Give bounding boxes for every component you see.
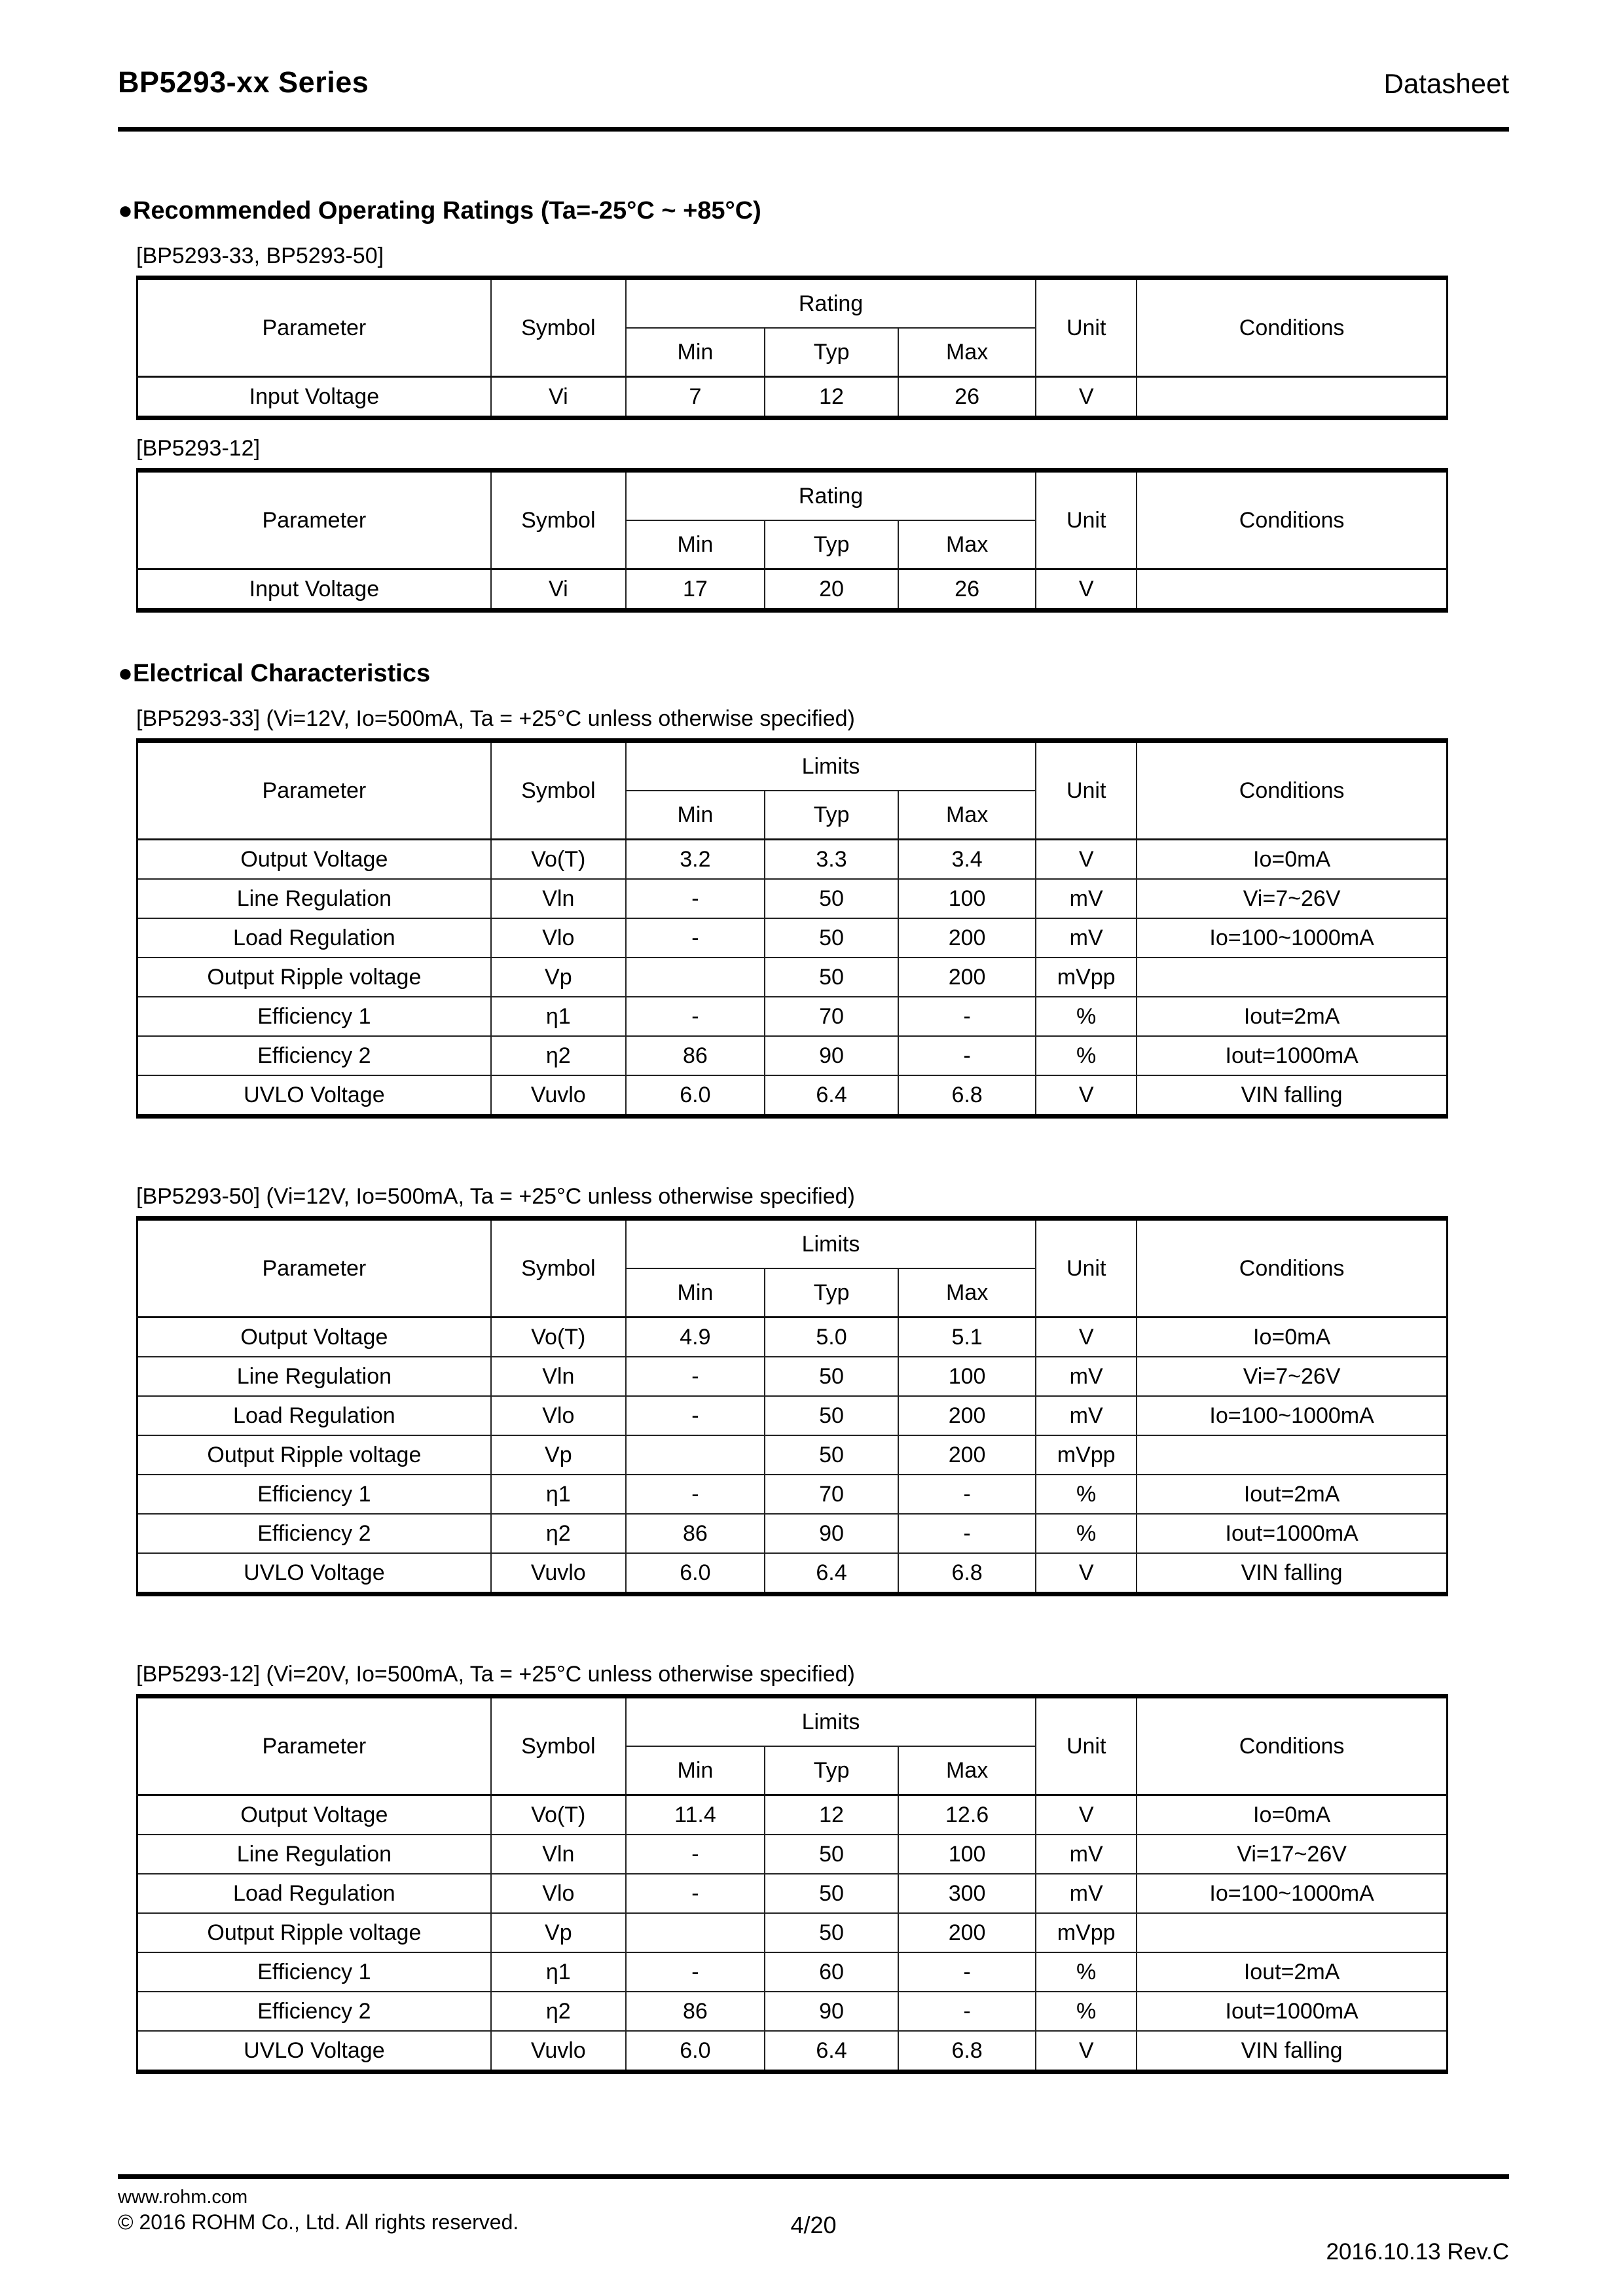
- col-header-typ: Typ: [765, 1746, 898, 1795]
- table-label-ec-bp5293-33: [BP5293-33] (Vi=12V, Io=500mA, Ta = +25°C unless otherwise specified): [136, 706, 855, 731]
- col-header-unit: Unit: [1036, 278, 1137, 377]
- cell-unit: V: [1036, 569, 1137, 611]
- cell-parameter: Efficiency 1: [137, 997, 491, 1036]
- cell-max: 6.8: [898, 1553, 1036, 1594]
- section-heading-electrical-characteristics: ●Electrical Characteristics: [118, 660, 431, 687]
- cell-symbol: Vuvlo: [491, 1553, 626, 1594]
- table-header-row: [137, 1696, 1448, 1747]
- cell-min: [626, 1913, 765, 1952]
- cell-parameter: UVLO Voltage: [137, 2031, 491, 2072]
- electrical-table-bp5293-12: [136, 1694, 1448, 2074]
- cell-symbol: η1: [491, 1952, 626, 1992]
- cell-conditions: [1137, 1435, 1447, 1475]
- cell-typ: 12: [765, 377, 898, 418]
- cell-parameter: Line Regulation: [137, 879, 491, 918]
- col-header-conditions: Conditions: [1137, 1696, 1447, 1795]
- cell-unit: %: [1036, 1952, 1137, 1992]
- col-header-unit: Unit: [1036, 741, 1137, 840]
- cell-parameter: UVLO Voltage: [137, 1553, 491, 1594]
- col-header-max: Max: [898, 1746, 1036, 1795]
- col-header-typ: Typ: [765, 328, 898, 377]
- cell-conditions: Iout=2mA: [1137, 997, 1447, 1036]
- footer-revision: 2016.10.13 Rev.C: [1326, 2239, 1509, 2265]
- col-header-conditions: Conditions: [1137, 741, 1447, 840]
- cell-conditions: Io=100~1000mA: [1137, 1874, 1447, 1913]
- ratings-table-bp5293-33-50: [136, 276, 1448, 420]
- cell-min: -: [626, 1475, 765, 1514]
- cell-symbol: Vo(T): [491, 1318, 626, 1357]
- table-row: [137, 879, 1448, 918]
- cell-conditions: VIN falling: [1137, 2031, 1447, 2072]
- col-header-conditions: Conditions: [1137, 471, 1447, 569]
- col-header-max: Max: [898, 328, 1036, 377]
- cell-parameter: Output Ripple voltage: [137, 1435, 491, 1475]
- cell-parameter: Line Regulation: [137, 1357, 491, 1396]
- cell-min: [626, 1435, 765, 1475]
- cell-unit: mV: [1036, 1835, 1137, 1874]
- cell-conditions: VIN falling: [1137, 1075, 1447, 1117]
- cell-min: -: [626, 879, 765, 918]
- cell-typ: 6.4: [765, 2031, 898, 2072]
- footer-copyright: © 2016 ROHM Co., Ltd. All rights reserved.: [118, 2210, 519, 2234]
- col-header-symbol: Symbol: [491, 471, 626, 569]
- table-row: [137, 2031, 1448, 2072]
- col-header-max: Max: [898, 520, 1036, 569]
- cell-conditions: [1137, 569, 1447, 611]
- cell-max: 200: [898, 1913, 1036, 1952]
- cell-symbol: Vlo: [491, 918, 626, 958]
- col-header-rating-group: Rating: [626, 278, 1036, 329]
- table-label-ec-bp5293-50: [BP5293-50] (Vi=12V, Io=500mA, Ta = +25°C unless otherwise specified): [136, 1184, 855, 1209]
- cell-symbol: Vln: [491, 879, 626, 918]
- cell-min: 17: [626, 569, 765, 611]
- footer-page-number: 4/20: [790, 2212, 837, 2239]
- cell-conditions: [1137, 958, 1447, 997]
- cell-max: -: [898, 1036, 1036, 1075]
- col-header-max: Max: [898, 1268, 1036, 1318]
- cell-symbol: η1: [491, 997, 626, 1036]
- cell-parameter: Line Regulation: [137, 1835, 491, 1874]
- cell-min: -: [626, 1396, 765, 1435]
- cell-unit: %: [1036, 1475, 1137, 1514]
- col-header-conditions: Conditions: [1137, 278, 1447, 377]
- document-type-label: Datasheet: [1383, 68, 1509, 99]
- cell-conditions: Vi=7~26V: [1137, 1357, 1447, 1396]
- cell-typ: 90: [765, 1036, 898, 1075]
- cell-typ: 60: [765, 1952, 898, 1992]
- cell-symbol: Vp: [491, 958, 626, 997]
- cell-min: -: [626, 1835, 765, 1874]
- cell-min: -: [626, 918, 765, 958]
- page-footer: [118, 2174, 1509, 2265]
- cell-parameter: Output Voltage: [137, 1318, 491, 1357]
- table-label-bp5293-33-50: [BP5293-33, BP5293-50]: [136, 243, 384, 268]
- cell-typ: 90: [765, 1992, 898, 2031]
- cell-typ: 50: [765, 1396, 898, 1435]
- electrical-table-bp5293-33: [136, 738, 1448, 1119]
- cell-min: 86: [626, 1992, 765, 2031]
- cell-conditions: Iout=1000mA: [1137, 1514, 1447, 1553]
- table-row: [137, 1913, 1448, 1952]
- cell-typ: 50: [765, 1357, 898, 1396]
- cell-max: 5.1: [898, 1318, 1036, 1357]
- cell-symbol: Vlo: [491, 1396, 626, 1435]
- cell-min: 3.2: [626, 840, 765, 880]
- cell-typ: 90: [765, 1514, 898, 1553]
- col-header-symbol: Symbol: [491, 278, 626, 377]
- cell-unit: mV: [1036, 1396, 1137, 1435]
- cell-max: 100: [898, 1835, 1036, 1874]
- cell-typ: 50: [765, 918, 898, 958]
- cell-conditions: Iout=1000mA: [1137, 1992, 1447, 2031]
- cell-max: 100: [898, 1357, 1036, 1396]
- cell-typ: 6.4: [765, 1075, 898, 1117]
- cell-symbol: η1: [491, 1475, 626, 1514]
- cell-symbol: η2: [491, 1514, 626, 1553]
- cell-max: -: [898, 1952, 1036, 1992]
- col-header-rating-group: Rating: [626, 471, 1036, 521]
- cell-conditions: Vi=7~26V: [1137, 879, 1447, 918]
- table-row: [137, 1475, 1448, 1514]
- table-row: [137, 1992, 1448, 2031]
- cell-typ: 3.3: [765, 840, 898, 880]
- cell-symbol: Vuvlo: [491, 1075, 626, 1117]
- table-row: [137, 1357, 1448, 1396]
- cell-max: -: [898, 1514, 1036, 1553]
- cell-unit: %: [1036, 1036, 1137, 1075]
- cell-unit: V: [1036, 377, 1137, 418]
- col-header-max: Max: [898, 791, 1036, 840]
- cell-typ: 50: [765, 1913, 898, 1952]
- series-title: BP5293-xx Series: [118, 65, 369, 99]
- col-header-min: Min: [626, 1746, 765, 1795]
- table-row: [137, 1318, 1448, 1357]
- cell-conditions: [1137, 377, 1447, 418]
- table-row: [137, 1795, 1448, 1835]
- cell-max: 3.4: [898, 840, 1036, 880]
- cell-conditions: Iout=2mA: [1137, 1952, 1447, 1992]
- cell-unit: mV: [1036, 1357, 1137, 1396]
- footer-website: www.rohm.com: [118, 2187, 248, 2208]
- table-row: [137, 958, 1448, 997]
- table-row: [137, 377, 1448, 418]
- cell-max: -: [898, 997, 1036, 1036]
- table-header-row: [137, 1219, 1448, 1269]
- cell-symbol: Vuvlo: [491, 2031, 626, 2072]
- cell-symbol: Vi: [491, 569, 626, 611]
- cell-max: 300: [898, 1874, 1036, 1913]
- table-row: [137, 569, 1448, 611]
- ratings-table-bp5293-12: [136, 468, 1448, 613]
- cell-unit: V: [1036, 1318, 1137, 1357]
- cell-parameter: Efficiency 1: [137, 1952, 491, 1992]
- cell-conditions: Vi=17~26V: [1137, 1835, 1447, 1874]
- cell-symbol: Vlo: [491, 1874, 626, 1913]
- cell-conditions: Io=0mA: [1137, 840, 1447, 880]
- cell-symbol: η2: [491, 1036, 626, 1075]
- cell-typ: 5.0: [765, 1318, 898, 1357]
- table-label-bp5293-12: [BP5293-12]: [136, 436, 261, 461]
- cell-min: -: [626, 997, 765, 1036]
- col-header-parameter: Parameter: [137, 471, 491, 569]
- cell-min: [626, 958, 765, 997]
- cell-parameter: Load Regulation: [137, 1874, 491, 1913]
- cell-min: 4.9: [626, 1318, 765, 1357]
- cell-max: 26: [898, 569, 1036, 611]
- cell-conditions: Io=0mA: [1137, 1318, 1447, 1357]
- table-row: [137, 918, 1448, 958]
- cell-parameter: Output Voltage: [137, 840, 491, 880]
- cell-symbol: Vln: [491, 1835, 626, 1874]
- cell-parameter: Output Ripple voltage: [137, 1913, 491, 1952]
- cell-min: 6.0: [626, 1553, 765, 1594]
- cell-conditions: Iout=1000mA: [1137, 1036, 1447, 1075]
- col-header-unit: Unit: [1036, 471, 1137, 569]
- cell-unit: V: [1036, 1795, 1137, 1835]
- cell-unit: mV: [1036, 879, 1137, 918]
- col-header-limits-group: Limits: [626, 1219, 1036, 1269]
- cell-symbol: Vln: [491, 1357, 626, 1396]
- cell-conditions: Io=100~1000mA: [1137, 918, 1447, 958]
- cell-typ: 12: [765, 1795, 898, 1835]
- cell-parameter: Input Voltage: [137, 377, 491, 418]
- cell-unit: %: [1036, 1992, 1137, 2031]
- cell-parameter: Efficiency 1: [137, 1475, 491, 1514]
- table-row: [137, 1396, 1448, 1435]
- col-header-typ: Typ: [765, 1268, 898, 1318]
- col-header-symbol: Symbol: [491, 1696, 626, 1795]
- cell-min: -: [626, 1357, 765, 1396]
- cell-parameter: Input Voltage: [137, 569, 491, 611]
- cell-parameter: Efficiency 2: [137, 1992, 491, 2031]
- cell-parameter: Output Voltage: [137, 1795, 491, 1835]
- cell-conditions: Io=100~1000mA: [1137, 1396, 1447, 1435]
- cell-typ: 50: [765, 1835, 898, 1874]
- cell-symbol: Vo(T): [491, 1795, 626, 1835]
- electrical-table-bp5293-50: [136, 1216, 1448, 1596]
- col-header-parameter: Parameter: [137, 1219, 491, 1318]
- table-row: [137, 1952, 1448, 1992]
- page-header: [118, 65, 1509, 132]
- col-header-min: Min: [626, 1268, 765, 1318]
- table-row: [137, 1835, 1448, 1874]
- cell-min: -: [626, 1874, 765, 1913]
- col-header-unit: Unit: [1036, 1219, 1137, 1318]
- cell-max: -: [898, 1475, 1036, 1514]
- cell-min: 6.0: [626, 2031, 765, 2072]
- table-label-ec-bp5293-12: [BP5293-12] (Vi=20V, Io=500mA, Ta = +25°C unless otherwise specified): [136, 1662, 855, 1687]
- cell-parameter: Output Ripple voltage: [137, 958, 491, 997]
- cell-min: 86: [626, 1514, 765, 1553]
- table-row: [137, 1036, 1448, 1075]
- cell-typ: 6.4: [765, 1553, 898, 1594]
- cell-max: 6.8: [898, 2031, 1036, 2072]
- cell-max: 12.6: [898, 1795, 1036, 1835]
- cell-parameter: Efficiency 2: [137, 1036, 491, 1075]
- col-header-min: Min: [626, 520, 765, 569]
- cell-min: 11.4: [626, 1795, 765, 1835]
- cell-conditions: Iout=2mA: [1137, 1475, 1447, 1514]
- cell-unit: mVpp: [1036, 1435, 1137, 1475]
- col-header-min: Min: [626, 791, 765, 840]
- cell-symbol: η2: [491, 1992, 626, 2031]
- cell-unit: %: [1036, 1514, 1137, 1553]
- cell-unit: V: [1036, 1553, 1137, 1594]
- col-header-min: Min: [626, 328, 765, 377]
- cell-min: -: [626, 1952, 765, 1992]
- col-header-parameter: Parameter: [137, 1696, 491, 1795]
- cell-typ: 50: [765, 958, 898, 997]
- col-header-parameter: Parameter: [137, 741, 491, 840]
- cell-unit: V: [1036, 840, 1137, 880]
- cell-unit: V: [1036, 2031, 1137, 2072]
- cell-typ: 50: [765, 1435, 898, 1475]
- cell-symbol: Vi: [491, 377, 626, 418]
- cell-max: 200: [898, 1396, 1036, 1435]
- cell-conditions: Io=0mA: [1137, 1795, 1447, 1835]
- table-header-row: [137, 741, 1448, 791]
- table-row: [137, 997, 1448, 1036]
- cell-max: 26: [898, 377, 1036, 418]
- cell-typ: 50: [765, 879, 898, 918]
- cell-parameter: Load Regulation: [137, 918, 491, 958]
- col-header-unit: Unit: [1036, 1696, 1137, 1795]
- col-header-symbol: Symbol: [491, 741, 626, 840]
- col-header-conditions: Conditions: [1137, 1219, 1447, 1318]
- cell-parameter: Efficiency 2: [137, 1514, 491, 1553]
- cell-min: 6.0: [626, 1075, 765, 1117]
- table-row: [137, 1874, 1448, 1913]
- cell-parameter: Load Regulation: [137, 1396, 491, 1435]
- cell-min: 7: [626, 377, 765, 418]
- table-row: [137, 1553, 1448, 1594]
- cell-typ: 70: [765, 997, 898, 1036]
- cell-typ: 20: [765, 569, 898, 611]
- cell-unit: mVpp: [1036, 958, 1137, 997]
- col-header-symbol: Symbol: [491, 1219, 626, 1318]
- cell-unit: mV: [1036, 1874, 1137, 1913]
- col-header-parameter: Parameter: [137, 278, 491, 377]
- section-heading-recommended-operating-ratings: ●Recommended Operating Ratings (Ta=-25°C ~ +85°C): [118, 197, 761, 224]
- col-header-typ: Typ: [765, 791, 898, 840]
- cell-symbol: Vp: [491, 1913, 626, 1952]
- cell-symbol: Vo(T): [491, 840, 626, 880]
- table-row: [137, 1514, 1448, 1553]
- cell-typ: 70: [765, 1475, 898, 1514]
- col-header-limits-group: Limits: [626, 1696, 1036, 1747]
- cell-min: 86: [626, 1036, 765, 1075]
- cell-max: 6.8: [898, 1075, 1036, 1117]
- table-row: [137, 1435, 1448, 1475]
- cell-conditions: [1137, 1913, 1447, 1952]
- cell-unit: mV: [1036, 918, 1137, 958]
- table-row: [137, 840, 1448, 880]
- cell-conditions: VIN falling: [1137, 1553, 1447, 1594]
- cell-unit: mVpp: [1036, 1913, 1137, 1952]
- col-header-typ: Typ: [765, 520, 898, 569]
- cell-max: 200: [898, 918, 1036, 958]
- cell-unit: %: [1036, 997, 1137, 1036]
- cell-max: 200: [898, 958, 1036, 997]
- table-header-row: [137, 278, 1448, 329]
- cell-parameter: UVLO Voltage: [137, 1075, 491, 1117]
- col-header-limits-group: Limits: [626, 741, 1036, 791]
- table-header-row: [137, 471, 1448, 521]
- cell-max: 100: [898, 879, 1036, 918]
- cell-typ: 50: [765, 1874, 898, 1913]
- cell-symbol: Vp: [491, 1435, 626, 1475]
- cell-max: 200: [898, 1435, 1036, 1475]
- cell-unit: V: [1036, 1075, 1137, 1117]
- table-row: [137, 1075, 1448, 1117]
- cell-max: -: [898, 1992, 1036, 2031]
